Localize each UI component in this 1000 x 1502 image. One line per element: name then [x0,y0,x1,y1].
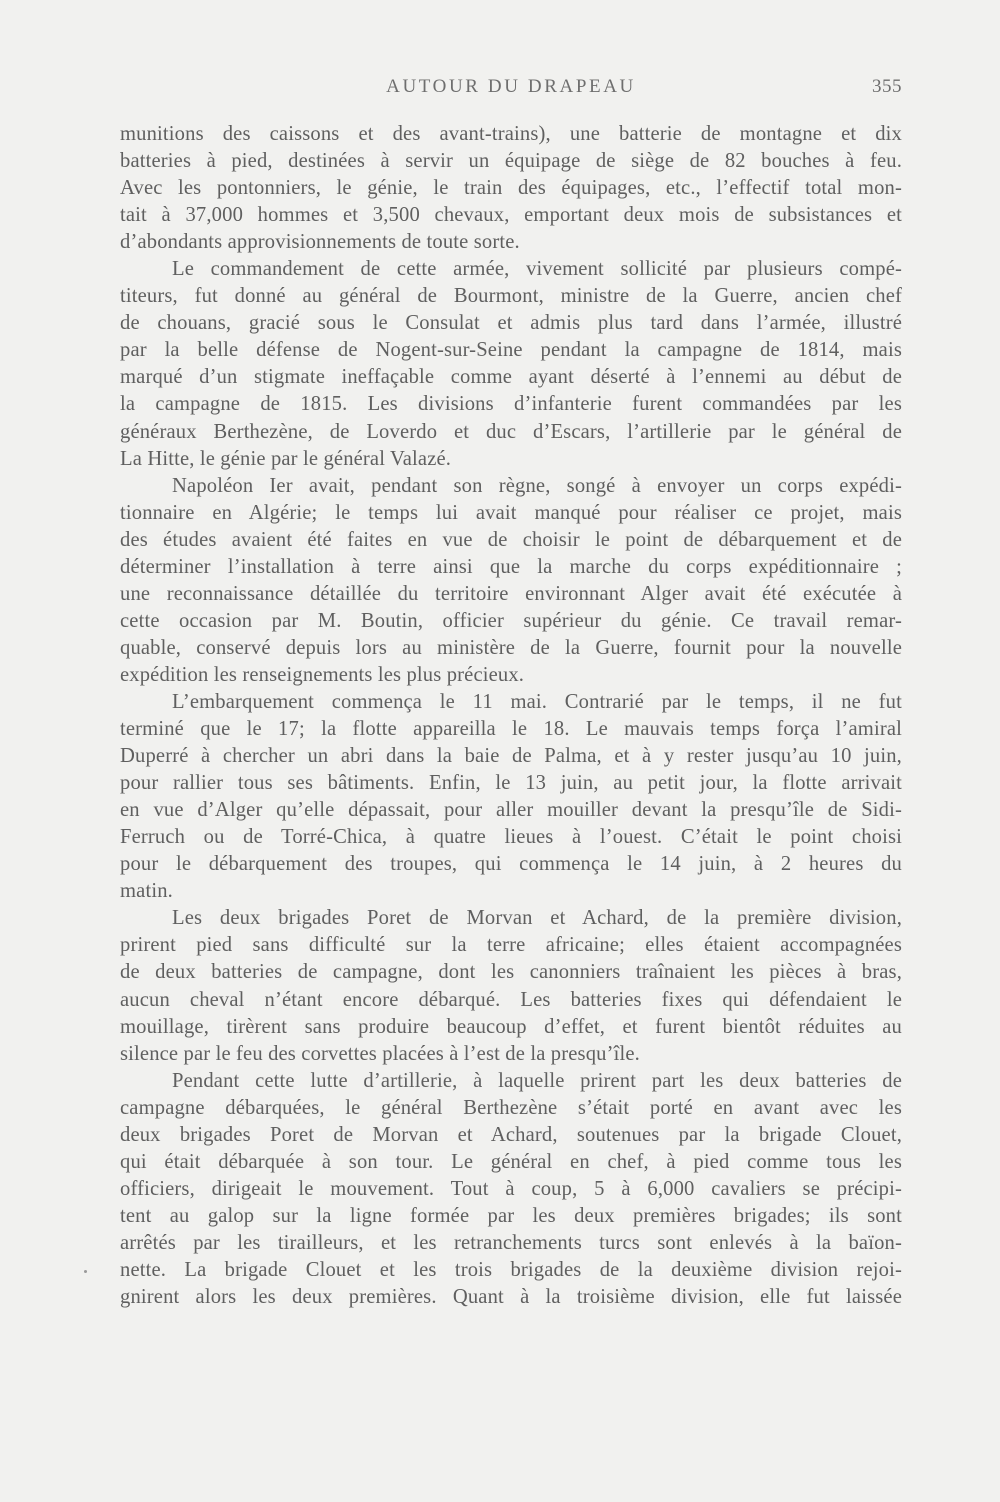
text-line: quable, conservé depuis lors au ministère de la Guerre, fournit pour la nouvelle [120,636,902,659]
text-line: Avec les pontonniers, le génie, le train des équipages, etc., l’effectif total mon- [120,177,902,200]
text-line: pour rallier tous ses bâtiments. Enfin, le 13 juin, au petit jour, la flotte arrivait [120,772,902,795]
page-number: 355 [872,76,902,97]
text-line: tait à 37,000 hommes et 3,500 chevaux, emportant deux mois de subsistances et [120,204,902,227]
text-line: expédition les renseignements les plus précieux. [120,663,525,686]
text-line: La Hitte, le génie par le général Valazé. [120,447,452,470]
running-title: AUTOUR DU DRAPEAU [386,76,636,97]
text-line: officiers, dirigeait le mouvement. Tout à coup, 5 à 6,000 cavaliers se précipi- [120,1177,902,1200]
text-line: une reconnaissance détaillée du territoire environnant Alger avait été exécutée à [120,582,902,605]
running-header [120,76,902,102]
text-line: généraux Berthezène, de Loverdo et duc d’Escars, l’artillerie par le général de [120,420,902,443]
text-line: munitions des caissons et des avant-trains), une batterie de montagne et dix [120,123,902,145]
text-line: Le commandement de cette armée, vivement sollicité par plusieurs compé- [172,258,902,281]
text-line: tent au galop sur la ligne formée par les deux premières brigades; ils sont [120,1204,902,1227]
text-line: silence par le feu des corvettes placées à l’est de la presqu’île. [120,1042,640,1065]
body-text [120,121,902,1311]
text-line: des études avaient été faites en vue de choisir le point de débarquement et de [120,528,902,551]
text-line: gnirent alors les deux premières. Quant à la troisième division, elle fut laissée [120,1286,902,1309]
text-line: en vue d’Alger qu’elle dépassait, pour aller mouiller devant la presqu’île de Sidi- [120,799,902,822]
text-line: tionnaire en Algérie; le temps lui avait manqué pour réaliser ce projet, mais [120,501,902,524]
text-line: cette occasion par M. Boutin, officier supérieur du génie. Ce travail remar- [120,609,902,632]
text-line: Duperré à chercher un abri dans la baie de Palma, et à y rester jusqu’au 10 juin, [120,745,902,768]
text-line: de deux batteries de campagne, dont les canonniers traînaient les pièces à bras, [120,961,902,984]
text-line: Ferruch ou de Torré-Chica, à quatre lieues à l’ouest. C’était le point choisi [120,826,902,849]
text-line: prirent pied sans difficulté sur la terre africaine; elles étaient accompagnées [120,934,902,957]
text-line: matin. [120,880,173,903]
text-line: terminé que le 17; la flotte appareilla le 18. Le mauvais temps força l’amiral [120,718,902,741]
text-line: aucun cheval n’étant encore débarqué. Les batteries fixes qui défendaient le [120,988,902,1011]
text-line: Napoléon Ier avait, pendant son règne, songé à envoyer un corps expédi- [172,474,902,497]
text-line: deux brigades Poret de Morvan et Achard, soutenues par la brigade Clouet, [120,1123,902,1146]
text-line: la campagne de 1815. Les divisions d’infanterie furent commandées par les [120,393,902,416]
text-line: titeurs, fut donné au général de Bourmont, ministre de la Guerre, ancien chef [120,285,902,308]
text-line: L’embarquement commença le 11 mai. Contrarié par le temps, il ne fut [172,690,902,713]
text-line: batteries à pied, destinées à servir un équipage de siège de 82 bouches à feu. [120,150,902,173]
text-line: campagne débarquées, le général Berthezène s’était porté en avant avec les [120,1096,902,1119]
text-line: nette. La brigade Clouet et les trois brigades de la deuxième division rejoi- [120,1258,902,1281]
text-line: de chouans, gracié sous le Consulat et admis plus tard dans l’armée, illustré [120,312,902,335]
text-line: d’abondants approvisionnements de toute sorte. [120,231,520,254]
text-line: pour le débarquement des troupes, qui commença le 14 juin, à 2 heures du [120,853,902,876]
text-line: arrêtés par les tirailleurs, et les retranchements turcs sont enlevés à la baïon- [120,1231,902,1254]
text-line: par la belle défense de Nogent-sur-Seine pendant la campagne de 1814, mais [120,339,902,362]
text-line: qui était débarquée à son tour. Le général en chef, à pied comme tous les [120,1150,902,1173]
text-line: déterminer l’installation à terre ainsi que la marche du corps expéditionnaire ; [120,555,902,578]
text-line: Les deux brigades Poret de Morvan et Achard, de la première division, [172,907,902,930]
text-line: mouillage, tirèrent sans produire beaucoup d’effet, et furent bientôt réduites au [120,1015,902,1038]
text-line: marqué d’un stigmate ineffaçable comme ayant déserté à l’ennemi au début de [120,366,902,389]
text-line: Pendant cette lutte d’artillerie, à laquelle prirent part les deux batteries de [172,1069,902,1092]
paper-speck [84,1270,87,1273]
